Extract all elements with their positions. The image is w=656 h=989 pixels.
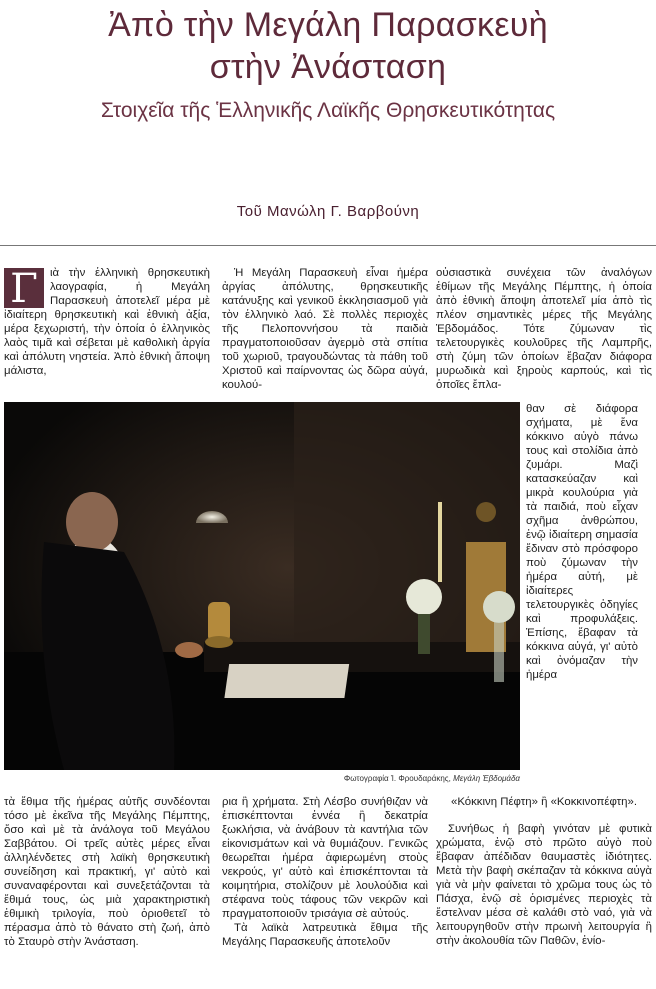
column-1-top-text: ιὰ τὴν ἑλληνικὴ θρησκευτικὴ λαογραφία, ἡ Μεγάλη Παρασκευὴ ἀποτελεῖ μέρα μὲ ἰδιαίτερη θρησκευτικὴ καὶ ἐθνικὴ ἀξία, μέρα ξεχωριστή, τὴν ὁποία ὁ ἑλληνικὸς λαὸς τιμᾶ καὶ σέβεται μὲ καθολικὴ ἀργία καὶ ἀπόλυτη νηστεία. Ἀπὸ ἐθνικὴ ἄποψη μάλιστα, <box>4 267 210 377</box>
drop-cap: Γ <box>4 268 44 308</box>
priest-censing-photo <box>4 402 520 770</box>
column-3-quote-text: «Κόκκινη Πέφτη» ἢ «Κοκκινοπέφτη». <box>450 796 638 808</box>
title-line-2: στὴν Ἀνάσταση <box>209 48 447 86</box>
column-2-bottom-p2: Τὰ λαϊκὰ λατρευτικὰ ἔθιμα τῆς Μεγάλης Παρασκευῆς ἀποτελοῦν <box>222 922 428 948</box>
article-subtitle: Στοιχεῖα τῆς Ἑλληνικῆς Λαϊκῆς Θρησκευτικότητας <box>100 99 556 122</box>
column-1-top <box>4 266 210 378</box>
caption-source: Μεγάλη Ἑβδομάδα <box>453 774 520 783</box>
article-author: Τοῦ Μανώλη Γ. Βαρβούνη <box>236 203 420 220</box>
column-2-bottom-p1: ρια ἢ χρήματα. Στὴ Λέσβο συνήθιζαν νὰ ἐπισκέπτονται ἐννέα ἢ δεκατρία ξωκλήσια, νὰ ἀνάβουν τὰ καντήλια τῶν εἰκονισμάτων καὶ νὰ θυμιάζουν. Γενικῶς θεωρεῖται ἡμέρα ἀφιερωμένη στοὺς νεκρούς, γι' αὐτὸ καὶ ἐπισκέπτονται τὰ κοιμητήρια, στολίζουν μὲ λουλούδια καὶ στέφανα τοὺς τάφους τῶν νεκρῶν καὶ πραγματοποιοῦν τρισάγια σὲ αὐτούς. <box>222 796 428 920</box>
column-3-top <box>436 266 652 392</box>
column-3-quote <box>436 795 652 809</box>
title-line-1: Ἀπὸ τὴν Μεγάλη Παρασκευὴ <box>108 6 548 44</box>
column-2-top <box>222 266 428 392</box>
column-1-bottom-text: τὰ ἔθιμα τῆς ἡμέρας αὐτῆς συνδέονται τόσο μὲ ἐκεῖνα τῆς Μεγάλης Πέμπτης, ὅσο καὶ μὲ τὰ ἀνάλογα τοῦ Μεγάλου Σαββάτου. Οἱ τρεῖς αὐτὲς μέρες εἶναι ἀλληλένδετες στὴ λαϊκὴ θρησκευτικὴ συνείδηση καὶ πρακτική, γι' αὐτὸ καὶ συναναφέρονται καὶ συνεξετάζονται τὰ ἔθιμά τους, ὡς μιὰ χαρακτηριστικὴ ἐθιμικὴ τριλογία, ποὺ ὁριοθετεῖ τὸ πέρασμα ἀπὸ τὸ θάνατο στὴ ζωή, ἀπὸ τὸ Σταυρὸ στὴν Ἀνάσταση. <box>4 796 210 948</box>
caption-credit: Φωτογραφία Ἰ. Φρουδαράκης, <box>343 774 454 783</box>
column-1-bottom <box>4 795 210 949</box>
column-3-top-text: οὐσιαστικὰ συνέχεια τῶν ἀναλόγων ἐθίμων τῆς Μεγάλης Πέμπτης, ἡ ὁποία ἀπὸ ἐθνικὴ ἄποψη ἀποτελεῖ μία ἀπὸ τὶς πλέον σημαντικὲς μέρες τῆς Μεγάλης Ἑβδομάδος. Τότε ζύμωναν τὶς τελετουργικὲς κουλοῦρες τῆς Λαμπρῆς, στὴ ζύμη τῶν ὁποίων ἔβαζαν διάφορα μυρωδικὰ καὶ ξηροὺς καρπούς, καὶ τὶς ὁποῖες ἔπλα- <box>436 267 652 391</box>
column-2-top-text: Ἡ Μεγάλη Παρασκευὴ εἶναι ἡμέρα ἀργίας ἀπόλυτης, θρησκευτικῆς κατάνυξης καὶ γενικοῦ ἐκκλησιασμοῦ γιὰ τὸν ἑλληνικὸ λαό. Σὲ πολλὲς περιοχὲς τῆς Πελοποννήσου τὰ παιδιὰ πραγματοποιοῦσαν ἀγερμὸ στὰ σπίτια τοῦ χωριοῦ, τραγουδώντας τὰ πάθη τοῦ Χριστοῦ καὶ παίρνοντας ὡς δῶρα αὐγά, κουλού- <box>222 267 428 391</box>
column-3-side-text: θαν σὲ διάφορα σχήματα, μὲ ἕνα κόκκινο αὐγὸ πάνω τους καὶ στολίδια ἀπὸ ζυμάρι. Μαζὶ κατασκεύαζαν καὶ μικρὰ κουλούρια γιὰ τὰ παιδιά, ποὺ εἶχαν σχῆμα ἀνθρώπου, ἐνῷ ἰδιαίτερη σημασία ἔδιναν στὸ πρόσφορο ποὺ ζύμωναν τὴν ἡμέρα αὐτή, μὲ ἰδιαίτερες τελετουργικὲς ὁδηγίες καὶ προφυλάξεις. Ἐπίσης, ἔβαφαν τὰ κόκκινα αὐγά, γι' αὐτὸ καὶ ὀνόμαζαν τὴν ἡμέρα <box>526 403 638 681</box>
column-3-side <box>526 402 638 682</box>
column-3-bottom-text: Συνήθως ἡ βαφὴ γινόταν μὲ φυτικὰ χρώματα, ἐνῷ στὸ πρῶτο αὐγὸ ποὺ ἔβαφαν ἀπέδιδαν θαυμαστὲς ἰδιότητες. Μετὰ τὴν βαφὴ σκέπαζαν τὰ κόκκινα αὐγὰ γιὰ νὰ μὴν φαίνεται τὸ χρῶμα τους ὡς τὸ Πάσχα, ἐνῷ σὲ ὁρισμένες περιοχὲς τὰ ἔστελναν μέσα σὲ καλάθι στὸ ναό, γιὰ νὰ λειτουργηθοῦν στὴν πρωινὴ λειτουργία ἢ στὴν ἀκολουθία τῶν Παθῶν, ἐνίο- <box>436 823 652 947</box>
photo-caption <box>220 774 520 783</box>
header-divider <box>0 245 656 246</box>
article-photo <box>4 402 520 770</box>
column-3-bottom <box>436 822 652 948</box>
column-2-bottom <box>222 795 428 949</box>
article-title <box>0 4 656 88</box>
